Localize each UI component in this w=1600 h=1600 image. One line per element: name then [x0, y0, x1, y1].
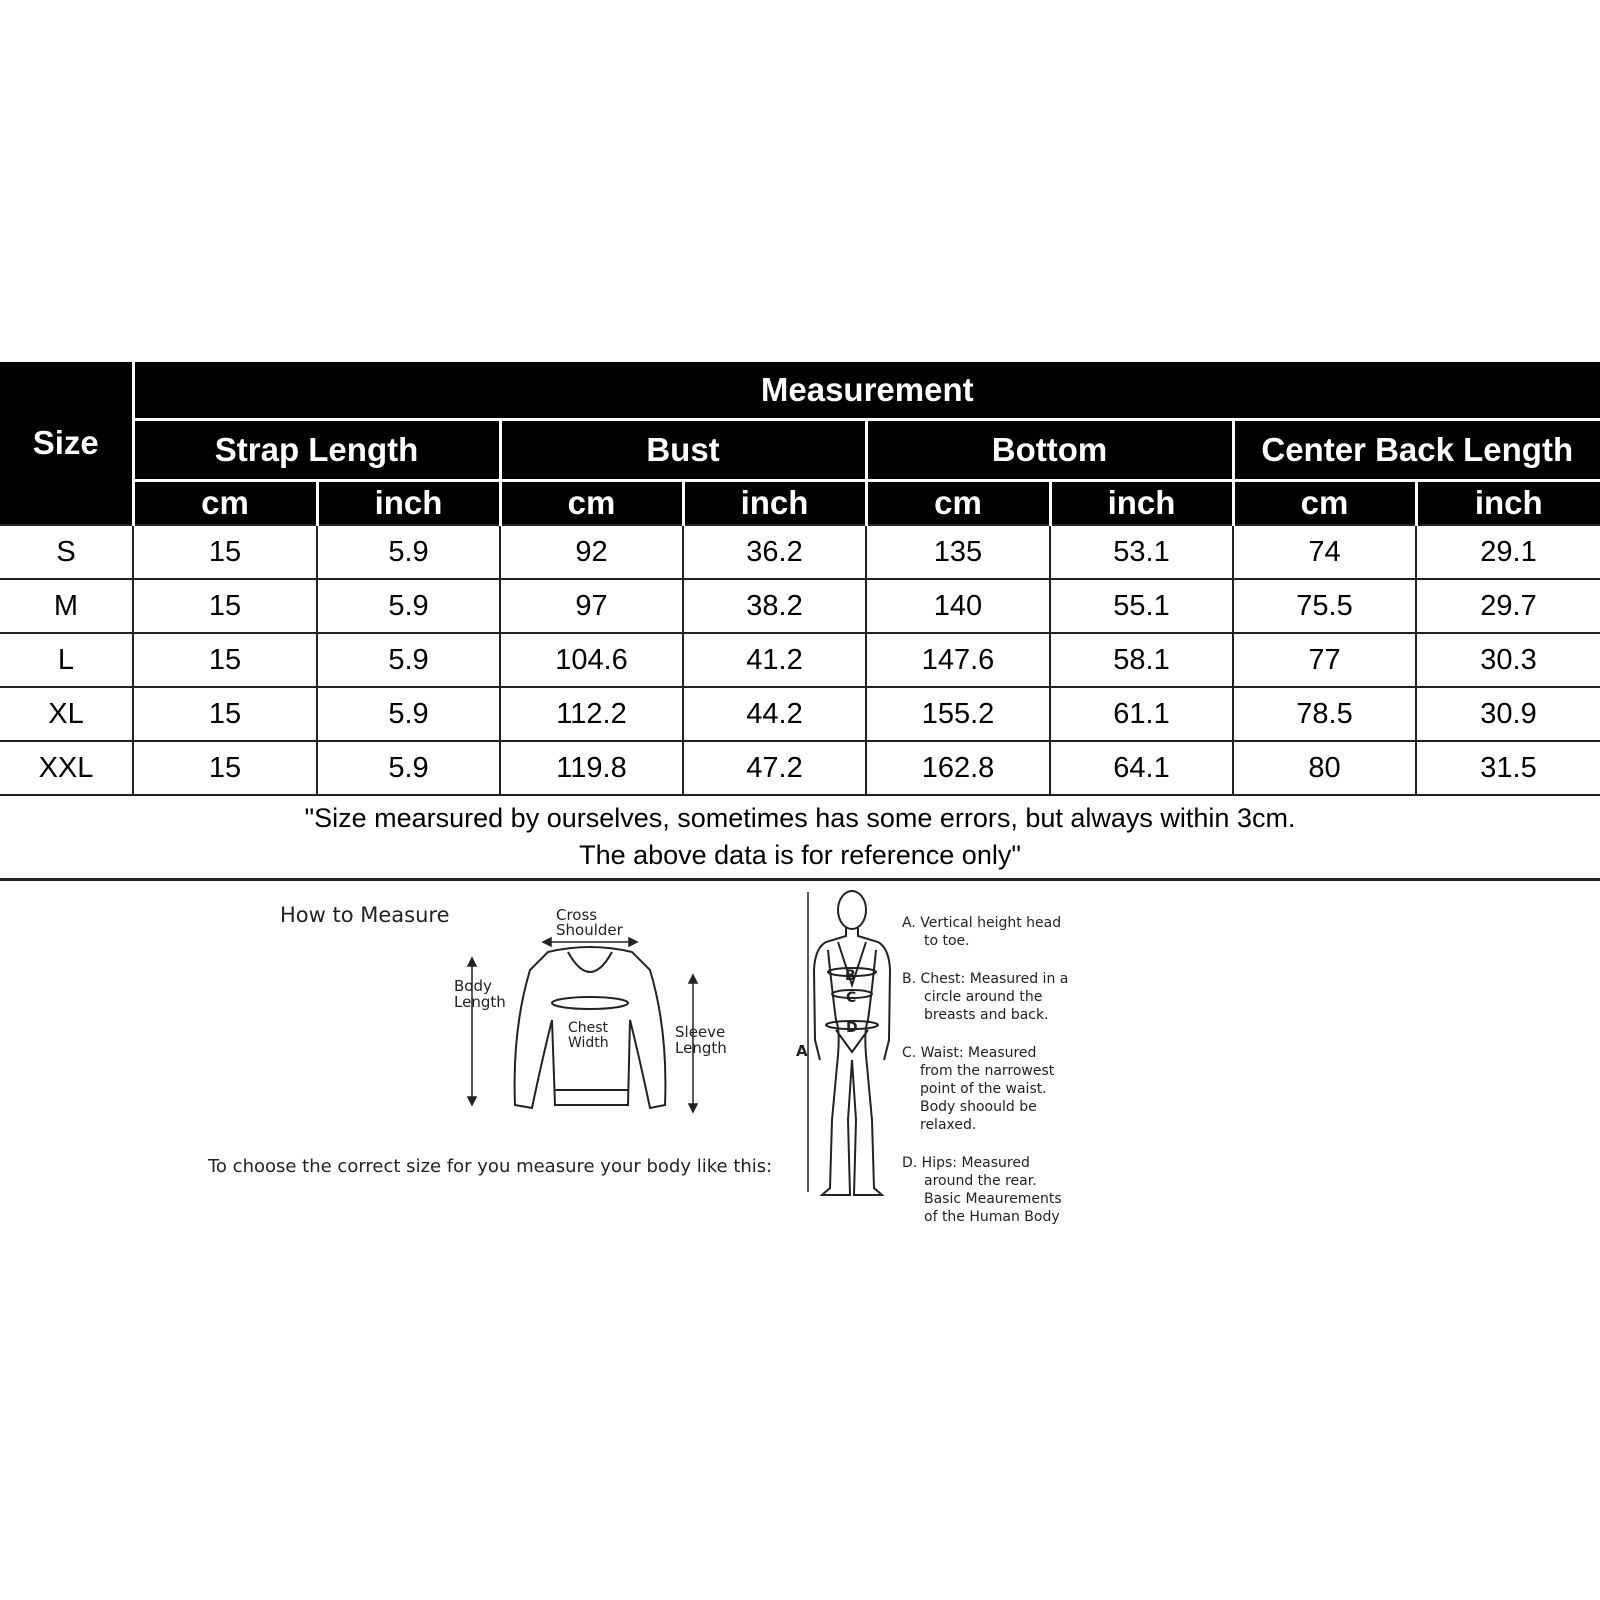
value-cell: 64.1 [1050, 741, 1233, 795]
size-header: Size [0, 362, 133, 525]
unit-header: cm [133, 481, 317, 526]
value-cell: 30.9 [1416, 687, 1600, 741]
table-row [0, 525, 1600, 579]
desc-c-line: from the narrowest [920, 1063, 1055, 1079]
sweater-diagram [207, 903, 772, 1177]
marker-b: B [845, 968, 856, 984]
body-figure-diagram [796, 891, 890, 1195]
sleeve-length-label: Length [675, 1039, 727, 1057]
measurement-guide [0, 880, 1600, 1240]
chest-width-label: Chest [568, 1020, 609, 1036]
desc-b-line: circle around the [924, 989, 1043, 1005]
value-cell: 77 [1233, 633, 1416, 687]
body-length-label: Body [454, 977, 492, 995]
desc-c-line: Body shoould be [920, 1099, 1037, 1115]
value-cell: 15 [133, 741, 317, 795]
value-cell: 41.2 [683, 633, 866, 687]
value-cell: 53.1 [1050, 525, 1233, 579]
value-cell: 15 [133, 525, 317, 579]
unit-header: inch [683, 481, 866, 526]
value-cell: 112.2 [500, 687, 683, 741]
how-to-measure-title: How to Measure [280, 903, 450, 927]
value-cell: 75.5 [1233, 579, 1416, 633]
unit-header: inch [1050, 481, 1233, 526]
table-row [0, 633, 1600, 687]
size-cell: S [0, 525, 133, 579]
value-cell: 55.1 [1050, 579, 1233, 633]
value-cell: 80 [1233, 741, 1416, 795]
value-cell: 155.2 [866, 687, 1050, 741]
measurement-descriptions [902, 915, 1068, 1225]
value-cell: 147.6 [866, 633, 1050, 687]
value-cell: 38.2 [683, 579, 866, 633]
group-header-center-back-length: Center Back Length [1233, 420, 1600, 481]
unit-header: inch [317, 481, 500, 526]
chest-width-label: Width [568, 1035, 609, 1051]
desc-a-line: A. Vertical height head [902, 915, 1062, 931]
size-cell: XL [0, 687, 133, 741]
size-cell: XXL [0, 741, 133, 795]
sleeve-length-label: Sleeve [675, 1023, 726, 1041]
value-cell: 104.6 [500, 633, 683, 687]
value-cell: 92 [500, 525, 683, 579]
value-cell: 15 [133, 579, 317, 633]
marker-c: C [846, 990, 857, 1006]
desc-d-line: around the rear. [924, 1173, 1037, 1189]
value-cell: 5.9 [317, 579, 500, 633]
value-cell: 5.9 [317, 687, 500, 741]
unit-header: cm [866, 481, 1050, 526]
desc-b-line: breasts and back. [924, 1007, 1049, 1023]
value-cell: 58.1 [1050, 633, 1233, 687]
group-header-bottom: Bottom [866, 420, 1233, 481]
cross-shoulder-label: Cross [556, 906, 598, 924]
value-cell: 61.1 [1050, 687, 1233, 741]
value-cell: 30.3 [1416, 633, 1600, 687]
value-cell: 15 [133, 687, 317, 741]
body-length-label: Length [454, 993, 506, 1011]
size-chart-table [0, 362, 1600, 881]
measurement-header: Measurement [133, 362, 1600, 420]
reference-note-line-2: The above data is for reference only" [579, 840, 1021, 870]
value-cell: 135 [866, 525, 1050, 579]
desc-b-line: B. Chest: Measured in a [902, 971, 1069, 987]
desc-d-line: of the Human Body [924, 1209, 1060, 1225]
human-body-icon [814, 891, 890, 1195]
desc-a-line: to toe. [924, 933, 970, 949]
size-cell: M [0, 579, 133, 633]
desc-c-line: relaxed. [920, 1117, 977, 1133]
table-row [0, 687, 1600, 741]
cross-shoulder-label: Shoulder [556, 921, 623, 939]
value-cell: 97 [500, 579, 683, 633]
desc-c-line: point of the waist. [920, 1081, 1047, 1097]
table-row [0, 579, 1600, 633]
table-row [0, 741, 1600, 795]
value-cell: 5.9 [317, 633, 500, 687]
desc-c-line: C. Waist: Measured [902, 1045, 1037, 1061]
value-cell: 29.1 [1416, 525, 1600, 579]
value-cell: 5.9 [317, 525, 500, 579]
value-cell: 74 [1233, 525, 1416, 579]
value-cell: 47.2 [683, 741, 866, 795]
value-cell: 36.2 [683, 525, 866, 579]
group-header-strap-length: Strap Length [133, 420, 500, 481]
value-cell: 78.5 [1233, 687, 1416, 741]
value-cell: 119.8 [500, 741, 683, 795]
marker-d: D [846, 1020, 858, 1036]
unit-header: cm [1233, 481, 1416, 526]
reference-note-cell [0, 795, 1600, 880]
value-cell: 29.7 [1416, 579, 1600, 633]
size-cell: L [0, 633, 133, 687]
reference-note-line-1: "Size mearsured by ourselves, sometimes has some errors, but always within 3cm. [304, 803, 1296, 833]
value-cell: 162.8 [866, 741, 1050, 795]
unit-header: cm [500, 481, 683, 526]
marker-a: A [796, 1042, 808, 1060]
value-cell: 5.9 [317, 741, 500, 795]
value-cell: 15 [133, 633, 317, 687]
group-header-bust: Bust [500, 420, 866, 481]
unit-header: inch [1416, 481, 1600, 526]
value-cell: 44.2 [683, 687, 866, 741]
desc-d-line: D. Hips: Measured [902, 1155, 1030, 1171]
measure-instruction: To choose the correct size for you measure your body like this: [208, 1156, 773, 1177]
desc-d-line: Basic Meaurements [924, 1191, 1062, 1207]
reference-note [0, 795, 1600, 880]
value-cell: 140 [866, 579, 1050, 633]
value-cell: 31.5 [1416, 741, 1600, 795]
